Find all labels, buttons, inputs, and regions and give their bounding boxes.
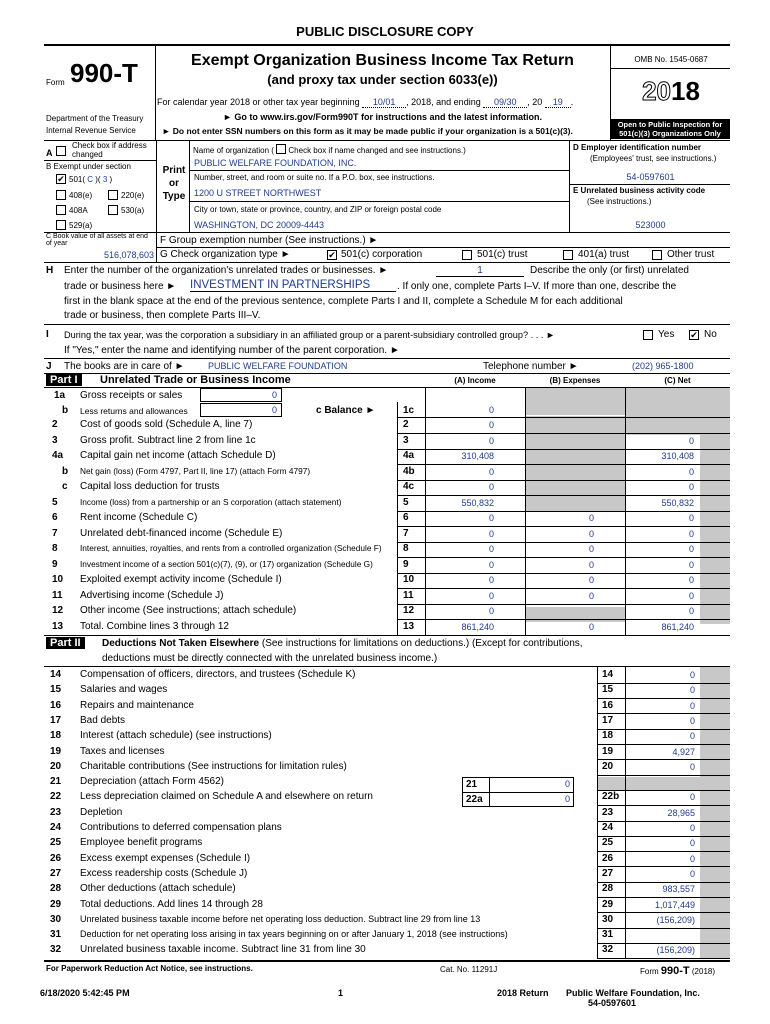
dept-treasury: Department of the Treasury [46,114,144,123]
group-exemption-label: F Group exemption number (See instructions.) ► [160,235,379,246]
part2-line-30-value[interactable]: (156,209) [656,914,695,925]
telephone-label: Telephone number ► [483,361,579,372]
part2-line-15-text: Salaries and wages [80,684,168,696]
part1-line-10-income[interactable]: 0 [488,575,494,585]
part2-line-27-num: 27 [50,867,62,879]
part1-label: Part I [46,374,82,386]
return-label: 2018 Return [497,988,549,998]
line-1a-text: Gross receipts or sales [80,390,183,401]
part1-line-8-net[interactable]: 0 [688,544,694,554]
part2-line-16-box: 16 [602,699,614,711]
line-h-text5: first in the blank space at the end of the previous sentence, complete Parts I and II, complete a Schedule M for each additional [64,296,623,307]
part2-title-rest: (See instructions for limitations on deductions.) (Except for contributions, [261,638,583,649]
part2-line-29-value[interactable]: 1,017,449 [654,899,695,910]
part2-line-28-box: 28 [602,883,614,895]
line-i-text2: If "Yes," enter the name and identifying number of the parent corporation. ► [64,345,400,356]
part1-line-c-num: c [62,481,68,492]
line-i-text: During the tax year, was the corporation a subsidiary in an affiliated group or a parent-subsidiary controlled group? . . . ► [64,330,556,340]
ssn-notice: ► Do not enter SSN numbers on this form as it may be made public if your organization is a 501(c)(3). [162,126,573,136]
part1-line-2-box: 2 [403,419,409,430]
part1-line-6-text: Rent income (Schedule C) [80,512,198,523]
part1-line-13-num: 13 [52,620,64,632]
section-501c-text [69,175,112,184]
part1-line-10-text: Exploited exempt activity income (Schedule I) [80,574,282,585]
part2-line-27-text: Excess readership costs (Schedule J) [80,867,248,879]
part2-label: Part II [46,637,85,649]
part1-line-7-net[interactable]: 0 [688,528,694,539]
tax-year-outline: 20 [642,76,671,106]
cat-number: Cat. No. 11291J [440,965,498,974]
part2-line-17-text: Bad debts [80,714,126,726]
part1-line-10-num: 10 [52,574,64,585]
books-care-of: PUBLIC WELFARE FOUNDATION [208,361,348,371]
c501-code: C [87,175,94,184]
footer-form-year: (2018) [691,967,716,976]
line-1b-num: b [62,405,69,416]
part1-line-6-net[interactable]: 0 [688,513,694,523]
part2-line-19-num: 19 [50,745,62,757]
section-220e-checkbox[interactable] [108,190,118,200]
line-22a-box-num: 22a [466,794,483,805]
line-21-value[interactable]: 0 [564,779,570,789]
part1-line-3-box: 3 [403,434,409,446]
part1-line-6-num: 6 [52,512,58,523]
line-h-text3: trade or business here ► [64,281,177,292]
part1-line-4c-box: 4c [403,481,415,492]
part1-title: Unrelated Trade or Business Income [100,374,291,386]
book-value: 516,078,603 [103,250,154,260]
line-h-label: H [46,265,54,276]
line-i-label: I [46,329,49,340]
part2-line-19-value[interactable]: 4,927 [672,746,695,757]
part1-line-7-box: 7 [403,527,409,539]
line-1b-text: Less returns and allowances [80,406,188,416]
part1-line-8-num: 8 [52,543,58,554]
print-type-label-1: Print [162,165,186,176]
part2-line-20-text: Charitable contributions (See instructions for limitation rules) [80,760,347,772]
c501-mid: )( [95,175,101,184]
part1-line-12-box: 12 [403,605,415,616]
part2-line-24-num: 24 [50,822,62,833]
part1-line-13-text: Total. Combine lines 3 through 12 [80,620,229,632]
part1-line-11-box: 11 [403,589,414,601]
part2-line-22-num: 22 [50,791,62,803]
org-name-label-b: Check box if name changed and see instructions.) [288,146,466,155]
part1-line-12-income[interactable]: 0 [488,606,494,616]
c501-suffix: ) [109,175,113,184]
part2-line-25-box: 25 [602,837,614,849]
part2-line-20-value[interactable]: 0 [689,761,695,772]
org-type-401a-label: 401(a) trust [578,249,630,260]
part2-line-14-num: 14 [50,669,62,680]
line-1c-box-num: 1c [403,405,415,416]
form-title: Exempt Organization Business Income Tax Return [191,52,574,69]
part2-line-15-num: 15 [50,684,62,696]
ein-value: 54-0597601 [626,172,675,182]
part2-line-32-box: 32 [602,944,614,956]
part1-line-7-expenses[interactable]: 0 [588,528,594,539]
part2-line-18-value[interactable]: 0 [689,731,695,742]
part1-line-5-num: 5 [52,496,58,508]
part2-line-18-box: 18 [602,730,614,742]
part1-line-6-box: 6 [403,512,409,523]
org-name-label [193,143,466,155]
part2-line-23-value[interactable]: 28,965 [667,807,695,818]
part2-line-32-value[interactable]: (156,209) [656,945,695,956]
part2-line-17-box: 17 [602,714,614,726]
calendar-line: For calendar year 2018 or other tax year beginning 10/01 , 2018, and ending 09/30 , 20 19 . [157,97,574,107]
line-22a-value[interactable]: 0 [564,794,570,804]
line-h-text4: . If only one, complete Parts I–V. If more than one, describe the [397,281,677,292]
line-1c-income[interactable]: 0 [488,405,494,415]
part2-line-30-text: Unrelated business taxable income before net operating loss deduction. Subtract line 29 from line 13 [80,913,481,924]
part2-line-28-value[interactable]: 983,557 [662,884,695,895]
part1-line-12-net[interactable]: 0 [688,606,694,616]
end-date: 09/30 [483,97,527,108]
part2-line-24-box: 24 [602,822,614,833]
part2-line-16-text: Repairs and maintenance [80,699,194,711]
part2-line-14-box: 14 [602,669,614,680]
ein-sublabel: (Employees' trust, see instructions.) [590,154,717,163]
address-changed-checkbox[interactable] [56,146,66,156]
section-501c-checkbox[interactable] [56,174,66,184]
name-changed-checkbox[interactable] [276,144,286,154]
part2-line-24-value[interactable]: 0 [689,823,695,833]
part2-line-17-num: 17 [50,714,62,726]
part1-line-4b-income[interactable]: 0 [488,466,494,477]
part1-line-4c-net[interactable]: 0 [688,482,694,492]
part2-line-25-value[interactable]: 0 [689,838,695,849]
line-h-text1: Enter the number of the organization's unrelated trades or businesses. ► [64,265,389,276]
c501-prefix: 501( [69,175,86,184]
part2-line-27-value[interactable]: 0 [689,868,695,879]
form-word: Form [46,78,65,87]
footer-org-name: Public Welfare Foundation, Inc. [566,988,700,998]
part1-line-9-text: Investment income of a section 501(c)(7), (9), or (17) organization (Schedule G) [80,558,373,569]
part1-line-13-income[interactable]: 861,240 [461,621,494,632]
line-j-text: The books are in care of ► [64,361,185,372]
year-mid: , 20 [527,97,543,107]
part1-line-7-num: 7 [52,527,58,539]
calendar-prefix: For calendar year 2018 or other tax year beginning [157,97,360,107]
street-value: 1200 U STREET NORTHWEST [194,188,322,198]
part2-line-25-num: 25 [50,837,62,849]
org-type-501c-corp-label: 501(c) corporation [341,249,423,260]
part2-line-16-num: 16 [50,699,62,711]
section-408e-label: 408(e) [69,191,93,200]
year-suffix: 19 [545,97,571,108]
city-label: City or town, state or province, country, and ZIP or foreign postal code [194,205,442,214]
line-h-text2: Describe the only (or first) unrelated [530,265,689,276]
subsidiary-yes-label: Yes [658,329,675,340]
part2-line-15-box: 15 [602,684,614,696]
ending-text: , 2018, and ending [406,97,481,107]
part1-line-3-text: Gross profit. Subtract line 2 from line 1c [80,434,256,446]
part1-line-9-num: 9 [52,558,58,570]
book-value-label: C Book value of all assets at end of year [46,233,148,247]
part1-line-9-expenses[interactable]: 0 [588,559,594,570]
part1-line-4a-income[interactable]: 310,408 [461,451,494,461]
part1-line-10-box: 10 [403,574,415,585]
part2-line-31-box: 31 [602,929,614,941]
part2-line-32-num: 32 [50,944,62,956]
part1-line-4a-text: Capital gain net income (attach Schedule D) [80,450,276,461]
part1-line-9-net[interactable]: 0 [688,559,694,570]
part1-line-5-income[interactable]: 550,832 [461,497,494,508]
part1-line-13-net[interactable]: 861,240 [661,621,694,632]
part1-line-3-num: 3 [52,434,58,446]
line-1b-value: 0 [271,405,277,415]
part1-line-5-text: Income (loss) from a partnership or an S corporation (attach statement) [80,496,342,507]
section-408a-label: 408A [69,206,88,215]
telephone-number: (202) 965-1800 [632,361,694,371]
part2-line-26-box: 26 [602,852,614,864]
part2-line-31-num: 31 [50,929,62,941]
part2-line-19-box: 19 [602,745,614,757]
line-21-box-num: 21 [466,779,478,790]
part2-title-bold: Deductions Not Taken Elsewhere [102,638,260,649]
line-1a-num: 1a [54,390,66,401]
part1-line-12-num: 12 [52,605,64,616]
part1-line-11-num: 11 [52,589,63,601]
line-a-label: A [46,148,53,158]
part1-line-6-income[interactable]: 0 [488,513,494,523]
part2-line-22-box: 22b [602,791,620,803]
part1-line-6-expenses[interactable]: 0 [588,513,594,523]
exempt-section-label: B Exempt under section [46,162,131,171]
part2-line-16-value[interactable]: 0 [689,700,695,711]
business-count: 1 [436,265,524,277]
part1-line-4c-income[interactable]: 0 [488,482,494,492]
part1-line-4b-box: 4b [403,465,415,477]
irs-label: Internal Revenue Service [46,126,136,135]
section-529a-checkbox[interactable] [56,220,66,230]
line-h-text6: trade or business, then complete Parts III–V. [64,310,261,321]
part2-line-30-num: 30 [50,913,62,925]
part1-line-11-expenses[interactable]: 0 [588,590,594,601]
part2-line-18-text: Interest (attach schedule) (see instructions) [80,730,272,742]
business-description: INVESTMENT IN PARTNERSHIPS [190,279,396,292]
line-j-label: J [46,361,52,372]
part1-line-5-box: 5 [403,496,409,508]
part2-line-26-text: Excess exempt expenses (Schedule I) [80,852,251,864]
subsidiary-no-label: No [704,329,717,340]
tax-year-bold: 18 [671,76,700,106]
part1-line-4b-net[interactable]: 0 [688,466,694,477]
part1-line-10-net[interactable]: 0 [688,575,694,585]
part2-line-20-num: 20 [50,760,62,772]
part2-line-29-num: 29 [50,898,62,910]
org-type-501c-trust-checkbox[interactable] [462,250,472,260]
part1-line-13-box: 13 [403,620,415,632]
street-label: Number, street, and room or suite no. If a P.O. box, see instructions. [194,173,435,182]
org-name-label-a: Name of organization ( [193,146,274,155]
footer-form-num: 990-T [660,965,690,977]
disclosure-heading: PUBLIC DISCLOSURE COPY [296,24,474,39]
part2-line-26-value[interactable]: 0 [689,853,695,864]
part1-line-7-text: Unrelated debt-financed income (Schedule E) [80,527,283,539]
tax-year [612,76,730,107]
col-b-header: (B) Expenses [549,376,601,385]
part2-line-28-text: Other deductions (attach schedule) [80,883,236,895]
print-type-label-3: Type [162,191,186,202]
org-type-501c-trust-label: 501(c) trust [477,249,528,260]
section-408e-checkbox[interactable] [56,190,66,200]
open-inspection-banner: Open to Public Inspection for 501(c)(3) Organizations Only [610,119,730,139]
part1-line-8-box: 8 [403,543,409,554]
part2-line-23-num: 23 [50,806,62,818]
part2-line-28-num: 28 [50,883,62,895]
part2-line-32-text: Unrelated business taxable income. Subtract line 31 from line 30 [80,944,366,956]
part2-line-23-box: 23 [602,806,614,818]
part1-line-3-net[interactable]: 0 [688,435,694,446]
part2-line-21-text: Depreciation (attach Form 4562) [80,776,224,788]
subsidiary-no-checkbox[interactable] [689,330,699,340]
org-name-value: PUBLIC WELFARE FOUNDATION, INC. [194,158,357,168]
part1-line-13-expenses[interactable]: 0 [588,621,594,632]
part2-line-27-box: 27 [602,867,614,879]
col-c-header: (C) Net [664,376,691,385]
footer-ein: 54-0597601 [588,998,637,1008]
footer-form-id [640,965,715,977]
form-subtitle: (and proxy tax under section 6033(e)) [267,72,498,87]
part2-line-17-value[interactable]: 0 [689,715,695,726]
footer-form-word: Form [640,967,659,976]
part2-title-line2: deductions must be directly connected with the unrelated business income.) [102,653,438,664]
org-type-label: G Check organization type ► [160,249,291,260]
section-530a-checkbox[interactable] [108,205,118,215]
part1-line-4c-text: Capital loss deduction for trusts [80,481,220,492]
section-408a-checkbox[interactable] [56,205,66,215]
paperwork-notice: For Paperwork Reduction Act Notice, see instructions. [46,964,253,973]
part2-line-31-text: Deduction for net operating loss arising in tax years beginning on or after January 1, 2018 (see instructions) [80,929,508,940]
part1-line-b-num: b [62,465,69,477]
activity-code-value: 523000 [635,220,666,230]
part1-line-9-box: 9 [403,558,409,570]
line-1a-box[interactable] [200,388,282,402]
subsidiary-yes-checkbox[interactable] [643,330,653,340]
col-a-header: (A) Income [454,376,496,385]
part2-line-19-text: Taxes and licenses [80,745,165,757]
omb-number: OMB No. 1545-0687 [634,55,708,64]
part2-line-24-text: Contributions to deferred compensation plans [80,822,282,833]
part2-line-21-num: 21 [50,776,62,788]
part1-line-2-num: 2 [52,419,58,430]
part2-line-23-text: Depletion [80,806,123,818]
part1-line-11-income[interactable]: 0 [488,590,494,601]
part1-line-4a-box: 4a [403,450,415,461]
part1-line-8-text: Interest, annuities, royalties, and rents from a controlled organization (Schedule F) [80,543,382,553]
org-type-501c-corp-checkbox[interactable] [327,250,337,260]
form-number: 990-T [70,58,138,88]
part2-line-29-text: Total deductions. Add lines 14 through 28 [80,898,263,910]
part2-line-14-value[interactable]: 0 [689,670,695,680]
print-type-label-2: or [169,178,179,189]
part2-line-15-value[interactable]: 0 [689,685,695,696]
part2-line-29-box: 29 [602,898,614,910]
city-value: WASHINGTON, DC 20009-4443 [194,220,325,230]
part1-line-8-income[interactable]: 0 [488,544,494,554]
part2-line-18-num: 18 [50,730,62,742]
part1-line-4b-text: Net gain (loss) (Form 4797, Part II, line 17) (attach Form 4797) [80,465,311,476]
part1-line-2-income[interactable]: 0 [488,420,494,430]
line-1c-text: c Balance ► [316,405,376,416]
section-530a-label: 530(a) [121,206,145,215]
part2-line-22-text: Less depreciation claimed on Schedule A and elsewhere on return [80,791,373,803]
part1-line-10-expenses[interactable]: 0 [588,575,594,585]
address-changed-label: Check box if address changed [72,141,147,159]
instructions-link[interactable]: ► Go to www.irs.gov/Form990T for instructions and the latest information. [222,112,543,122]
org-type-other-checkbox[interactable] [652,250,662,260]
part2-line-25-text: Employee benefit programs [80,837,203,849]
part1-line-4a-num: 4a [52,450,64,461]
part1-line-8-expenses[interactable]: 0 [588,544,594,554]
org-type-other-label: Other trust [667,249,715,260]
part1-line-11-text: Advertising income (Schedule J) [80,589,224,601]
part1-line-7-income[interactable]: 0 [488,528,494,539]
c501-num: 3 [102,175,108,184]
part2-line-20-box: 20 [602,760,614,772]
line-1b-box[interactable] [200,403,282,417]
part2-line-26-num: 26 [50,852,62,864]
part1-line-4a-net[interactable]: 310,408 [661,451,694,461]
part1-line-11-net[interactable]: 0 [688,590,694,601]
activity-code-label: E Unrelated business activity code [573,186,706,195]
part1-line-9-income[interactable]: 0 [488,559,494,570]
part1-line-2-text: Cost of goods sold (Schedule A, line 7) [80,419,253,430]
ein-label: D Employer identification number [573,143,702,152]
part1-line-3-income[interactable]: 0 [488,435,494,446]
part1-line-12-text: Other income (See instructions; attach schedule) [80,605,297,616]
part2-line-14-text: Compensation of officers, directors, and trustees (Schedule K) [80,669,356,680]
org-type-401a-checkbox[interactable] [563,250,573,260]
part2-title [102,638,583,649]
print-timestamp: 6/18/2020 5:42:45 PM [40,988,130,998]
section-529a-label: 529(a) [69,221,93,230]
part1-line-5-net[interactable]: 550,832 [661,497,694,508]
page-number: 1 [338,988,344,998]
begin-date: 10/01 [362,97,406,108]
section-220e-label: 220(e) [121,191,145,200]
line-1a-value: 0 [271,390,277,400]
part2-line-22-value[interactable]: 0 [689,792,695,803]
part2-line-30-box: 30 [602,913,614,925]
activity-code-sublabel: (See instructions.) [587,197,652,206]
